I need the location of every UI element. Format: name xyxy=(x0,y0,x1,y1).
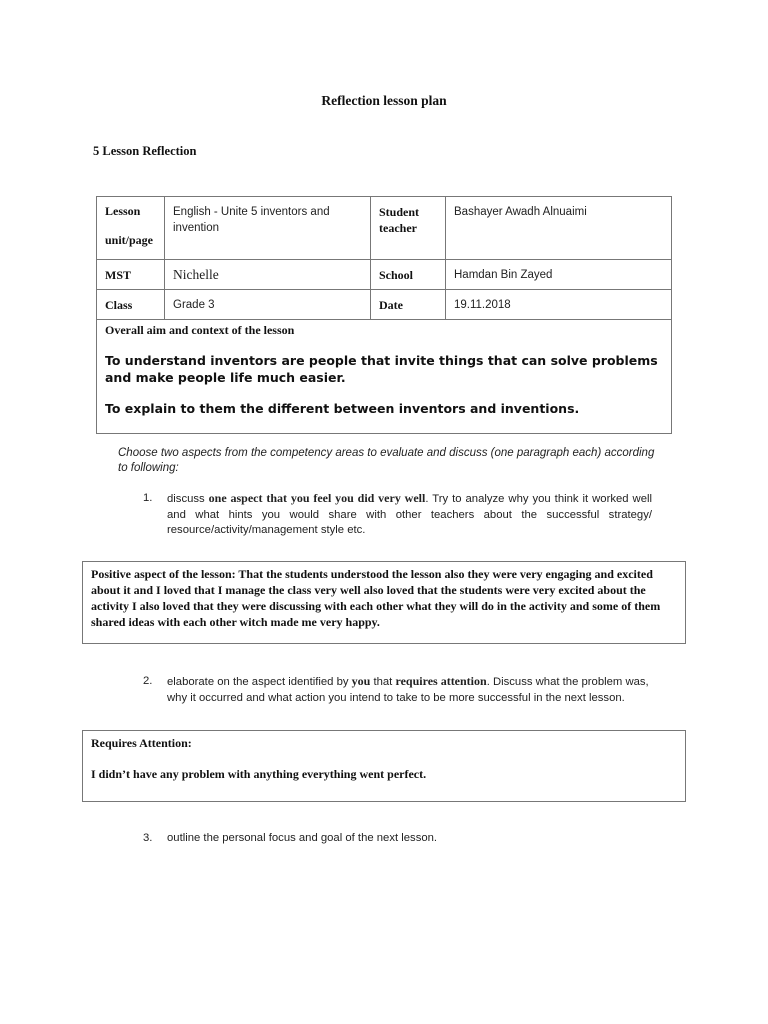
lesson-label: Lesson unit/page xyxy=(97,197,165,260)
date-value: 19.11.2018 xyxy=(446,290,672,320)
school-value: Hamdan Bin Zayed xyxy=(446,260,672,290)
mst-value: Nichelle xyxy=(165,260,371,290)
requires-attention-label: Requires Attention: xyxy=(91,736,192,750)
document-title: Reflection lesson plan xyxy=(321,93,447,108)
item-text: . Discuss what the problem was, why it occurred and what action you intend to take to be more successful in the next lesson. xyxy=(167,676,649,704)
lesson-value: English - Unite 5 inventors and invention xyxy=(165,197,371,260)
requires-attention-text: I didn’t have any problem with anything everything went perfect. xyxy=(91,767,427,781)
date-label: Date xyxy=(371,290,446,320)
table-row xyxy=(97,197,672,260)
mst-label: MST xyxy=(97,260,165,290)
section-heading: 5 Lesson Reflection xyxy=(93,144,197,158)
aim-cell xyxy=(97,320,672,434)
list-item: outline the personal focus and goal of the next lesson. xyxy=(167,832,438,844)
item-text: that xyxy=(370,676,396,688)
lesson-info-table xyxy=(96,196,672,434)
class-value: Grade 3 xyxy=(165,290,371,320)
item-emphasis: requires attention xyxy=(395,674,487,688)
positive-aspect-box: Positive aspect of the lesson: That the students understood the lesson also they were very engaging and excited about it and I loved that I manage the class very well also loved that the students were very excited about the activity I also loved that they were discussing with each other what they will do in the activity and some of them shared ideas with each other witch made me very happy. xyxy=(82,561,686,644)
table-row xyxy=(97,290,672,320)
item-emphasis: one aspect that you feel you did very well xyxy=(208,491,426,505)
class-label: Class xyxy=(97,290,165,320)
item-text: elaborate on the aspect identified by xyxy=(167,676,352,688)
list-item xyxy=(167,491,652,539)
item-text: discuss xyxy=(167,493,209,505)
student-teacher-label: Student teacher xyxy=(371,197,446,260)
item-number: 3. xyxy=(143,832,153,844)
item-text: . Try to analyze why you think it worked well and what hints you would share with other teachers about the successful strategy/ resource/activity/management style etc. xyxy=(167,493,653,536)
item-number: 2. xyxy=(143,675,153,687)
student-teacher-value: Bashayer Awadh Alnuaimi xyxy=(446,197,672,260)
aim-line-2: To explain to them the different between inventors and inventions. xyxy=(105,401,580,416)
list-item xyxy=(167,674,652,706)
table-row xyxy=(97,320,672,434)
aim-line-1: To understand inventors are people that invite things that can solve problems and make people life much easier. xyxy=(105,353,658,385)
item-number: 1. xyxy=(143,492,153,504)
school-label: School xyxy=(371,260,446,290)
table-row xyxy=(97,260,672,290)
aim-label: Overall aim and context of the lesson xyxy=(105,323,295,337)
item-emphasis: you xyxy=(351,674,371,688)
requires-attention-box xyxy=(82,730,686,802)
instructions: Choose two aspects from the competency areas to evaluate and discuss (one paragraph each) according to following: xyxy=(118,447,655,474)
